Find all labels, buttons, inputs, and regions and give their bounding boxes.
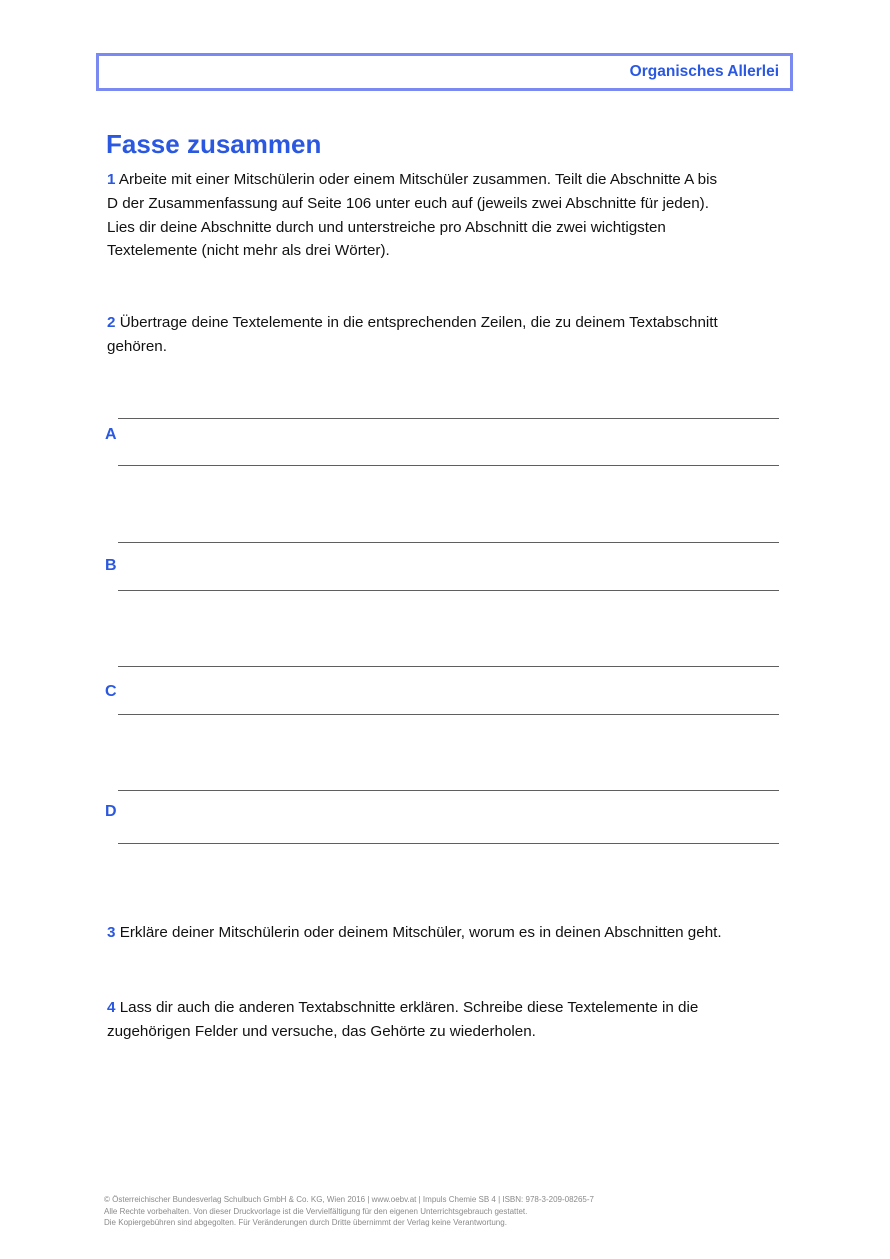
section-label-a: A	[105, 426, 117, 443]
task-4-text: Lass dir auch die anderen Textabschnitte erklären. Schreibe diese Textelemente in die	[119, 999, 699, 1016]
section-label-d: D	[105, 803, 117, 820]
task-line	[107, 311, 807, 335]
footer-line: © Österreichischer Bundesverlag Schulbuch GmbH & Co. KG, Wien 2016 | www.oebv.at | Impuls Chemie SB 4 | ISBN: 978-3-209-08265-7	[104, 1195, 594, 1204]
header-chapter-label: Organisches Allerlei	[629, 63, 779, 80]
task-1-text: Arbeite mit einer Mitschülerin oder einem Mitschüler zusammen. Teilt die Abschnitte A bis	[118, 171, 718, 188]
answer-line	[118, 418, 779, 419]
task-1-number: 1	[107, 171, 116, 188]
task-line	[107, 168, 807, 192]
page-title: Fasse zusammen	[106, 129, 322, 159]
answer-line	[118, 465, 779, 466]
footer-line: Alle Rechte vorbehalten. Von dieser Druckvorlage ist die Vervielfältigung für den eigenen Unterrichtsgebrauch gestattet.	[104, 1206, 528, 1216]
section-label-c: C	[105, 683, 117, 700]
footer-line: Die Kopiergebühren sind abgegolten. Für Veränderungen durch Dritte übernimmt der Verlag keine Verantwortung.	[104, 1218, 507, 1227]
answer-line	[118, 542, 779, 543]
task-4-paragraph	[107, 996, 807, 1044]
task-line: gehören.	[107, 337, 167, 355]
answer-line	[118, 590, 779, 591]
task-2-paragraph	[107, 311, 807, 359]
task-line	[107, 996, 807, 1020]
task-4-number: 4	[107, 999, 116, 1016]
answer-line	[118, 790, 779, 791]
task-line	[107, 921, 807, 945]
header-banner	[96, 53, 793, 91]
section-label-b: B	[105, 557, 117, 574]
task-1-paragraph	[107, 168, 807, 263]
task-2-number: 2	[107, 314, 116, 331]
copyright-footer	[104, 1194, 594, 1229]
task-2-text: Übertrage deine Textelemente in die entsprechenden Zeilen, die zu deinem Textabschnitt	[119, 314, 718, 331]
task-3-paragraph	[107, 921, 807, 945]
answer-line	[118, 843, 779, 844]
answer-line	[118, 714, 779, 715]
task-3-text: Erkläre deiner Mitschülerin oder deinem Mitschüler, worum es in deinen Abschnitten geht.	[119, 924, 722, 941]
task-line: zugehörigen Felder und versuche, das Gehörte zu wiederholen.	[107, 1022, 536, 1040]
task-3-number: 3	[107, 924, 116, 941]
task-line: Lies dir deine Abschnitte durch und unterstreiche pro Abschnitt die zwei wichtigsten	[107, 218, 666, 236]
task-line: D der Zusammenfassung auf Seite 106 unter euch auf (jeweils zwei Abschnitte für jeden).	[107, 194, 709, 212]
answer-line	[118, 666, 779, 667]
task-line: Textelemente (nicht mehr als drei Wörter).	[107, 242, 390, 260]
